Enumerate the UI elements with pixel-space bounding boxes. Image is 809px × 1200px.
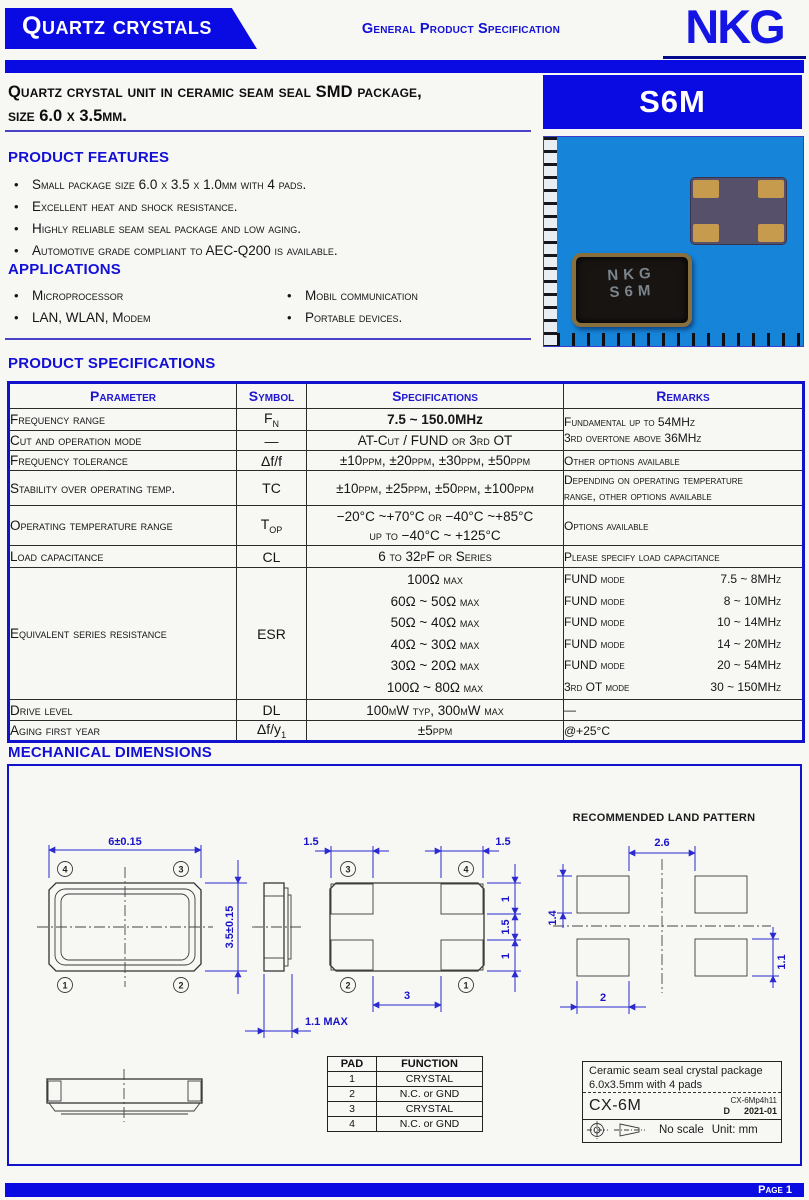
svg-text:1: 1 xyxy=(62,980,68,991)
projection-symbol-icon xyxy=(587,1121,651,1139)
long-side-view xyxy=(47,1069,202,1122)
photo-ruler-left xyxy=(544,137,557,346)
svg-text:1: 1 xyxy=(463,980,469,991)
svg-text:3: 3 xyxy=(178,864,184,875)
bullet-icon: • xyxy=(14,288,19,303)
top-view xyxy=(37,836,247,994)
crystal-top-side xyxy=(572,253,692,327)
applications-rule xyxy=(5,338,531,340)
land-pattern xyxy=(547,812,788,1014)
table-row: Operating temperature range $T_{OP}$ −20°C ~+70°C or −40°C ~+85°C up to −40°C ~ +125°C Options available xyxy=(9,506,804,546)
bullet-icon: • xyxy=(14,310,19,325)
scale-note: No scale xyxy=(659,1124,704,1136)
header-divider-bar xyxy=(5,60,804,73)
bullet-icon: • xyxy=(287,310,292,325)
page-title-line2: size 6.0 x 3.5mm. xyxy=(8,107,127,125)
feature-item: • Small package size 6.0 x 3.5 x 1.0mm with 4 pads. xyxy=(14,177,307,192)
bullet-icon: • xyxy=(14,177,19,192)
dim-pad-width-right: 1.5 xyxy=(495,836,511,848)
unit-note: Unit: mm xyxy=(711,1124,758,1136)
footer-bar xyxy=(5,1183,804,1197)
table-row: Load capacitance CL 6 to 32pF or Series Please specify load capacitance xyxy=(9,546,804,568)
application-item: • LAN, WLAN, Modem xyxy=(14,310,151,325)
nkg-logo: NKG xyxy=(663,0,806,59)
bullet-icon: • xyxy=(287,288,292,303)
product-photo xyxy=(543,136,804,347)
dim-land-height: 1.4 xyxy=(547,910,559,926)
dim-land-gap: 2.6 xyxy=(654,837,670,849)
dim-pad-width-left: 1.5 xyxy=(303,836,319,848)
col-symbol: Symbol xyxy=(237,383,307,409)
side-view xyxy=(245,883,351,1038)
table-row: Frequency range $F_N$ 7.5 ~ 150.0MHz Fundamental up to 54MHz 3rd overtone above 36MHz xyxy=(9,409,804,431)
dim-land-width: 2 xyxy=(599,992,607,1004)
title-block-description: Ceramic seam seal crystal package 6.0x3.5mm with 4 pads xyxy=(583,1062,781,1093)
dim-pad-gap: 1.5 xyxy=(500,919,512,935)
banner-title: Quartz crystals xyxy=(22,12,212,40)
table-header-row xyxy=(9,383,804,409)
revision-date: 2021-01 xyxy=(743,1106,777,1116)
pad-table-header: PAD FUNCTION xyxy=(328,1057,483,1072)
pad-table-row: 4 N.C. or GND xyxy=(328,1117,483,1132)
bullet-icon: • xyxy=(14,199,19,214)
dim-pad-height-top: 1 xyxy=(500,895,512,903)
table-row: Drive level DL 100µW typ, 300µW max — xyxy=(9,700,804,721)
table-row: Frequency tolerance Δf/f ±10ppm, ±20ppm, ±30ppm, ±50ppm Other options available xyxy=(9,451,804,471)
page-title-line1: Quartz crystal unit in ceramic seam seal SMD package, xyxy=(8,83,422,101)
pad-table-row: 1 CRYSTAL xyxy=(328,1072,483,1087)
crystal-bottom-side xyxy=(690,177,787,245)
feature-item: • Excellent heat and shock resistance. xyxy=(14,199,238,214)
application-item: • Portable devices. xyxy=(287,310,403,325)
dim-pad-span: 3 xyxy=(403,990,411,1002)
chip-pad xyxy=(693,224,719,242)
title-rule xyxy=(5,130,531,132)
table-row: Cut and operation mode — AT-Cut / FUND or 3rd OT xyxy=(9,431,804,451)
table-row: Stability over operating temp. TC ±10ppm, ±25ppm, ±50ppm, ±100ppm Depending on operating temperature range, other options available xyxy=(9,471,804,506)
photo-ruler-bottom xyxy=(557,333,803,346)
col-specifications: Specifications xyxy=(307,383,564,409)
chip-pad xyxy=(758,180,784,198)
applications-heading: APPLICATIONS xyxy=(8,261,121,278)
col-remarks: Remarks xyxy=(564,383,804,409)
mechanical-drawing-box xyxy=(7,764,802,1166)
svg-text:4: 4 xyxy=(463,864,469,875)
bullet-icon: • xyxy=(14,221,19,236)
dim-thickness: 1.1 MAX xyxy=(305,1016,348,1028)
chip-marking: NKG S6M xyxy=(606,264,657,302)
bullet-icon: • xyxy=(14,243,19,258)
pad-table-row: 3 CRYSTAL xyxy=(328,1102,483,1117)
table-row: Aging first year $\Delta f/y_1$ ±5ppm @+25°C xyxy=(9,721,804,742)
specifications-heading: PRODUCT SPECIFICATIONS xyxy=(8,355,216,372)
specifications-table xyxy=(7,381,805,743)
col-parameter: Parameter xyxy=(9,383,237,409)
bottom-view xyxy=(303,836,521,1012)
drawing-title-block xyxy=(582,1061,782,1143)
chip-pad xyxy=(693,180,719,198)
land-pattern-title: RECOMMENDED LAND PATTERN xyxy=(572,812,756,824)
dim-body-width: 6±0.15 xyxy=(108,836,142,848)
dim-pad-height-bottom: 1 xyxy=(500,952,512,960)
application-item: • Microprocessor xyxy=(14,288,124,303)
dim-body-height: 3.5±0.15 xyxy=(224,905,236,949)
chip-pad xyxy=(758,224,784,242)
pad-function-table xyxy=(327,1056,483,1132)
table-row: Equivalent series resistance ESR 100Ω max 60Ω ~ 50Ω max 50Ω ~ 40Ω max 40Ω ~ 30Ω max 30Ω ~ 20Ω max 100Ω ~ 80Ω max FUND mode 7.5 ~ 8MHz FUND mode 8 ~ 10MHz FUND mode 10 ~ 14MHz FUND mode 14 ~ 20MHz FUND mode 20 ~ 54MHz 3rd OT mode 30 ~ 150MHz xyxy=(9,568,804,700)
dim-land-height2: 1.1 xyxy=(776,954,788,970)
page-number: Page 1 xyxy=(758,1184,792,1196)
svg-text:3: 3 xyxy=(345,864,351,875)
revision: D xyxy=(723,1106,730,1116)
model-badge: S6M xyxy=(543,75,802,129)
application-item: • Mobil communication xyxy=(287,288,418,303)
feature-item: • Highly reliable seam seal package and low aging. xyxy=(14,221,301,236)
svg-text:2: 2 xyxy=(345,980,351,991)
svg-text:2: 2 xyxy=(178,980,184,991)
mechanical-heading: MECHANICAL DIMENSIONS xyxy=(8,744,212,761)
features-heading: PRODUCT FEATURES xyxy=(8,149,170,166)
feature-item: • Automotive grade compliant to AEC-Q200 is available. xyxy=(14,243,338,258)
header-subtitle: General Product Specification xyxy=(361,21,561,37)
drawing-code: CX-6Mp4h11 xyxy=(730,1096,777,1105)
svg-text:4: 4 xyxy=(62,864,68,875)
drawing-number: CX-6M xyxy=(589,1097,642,1114)
pad-table-row: 2 N.C. or GND xyxy=(328,1087,483,1102)
